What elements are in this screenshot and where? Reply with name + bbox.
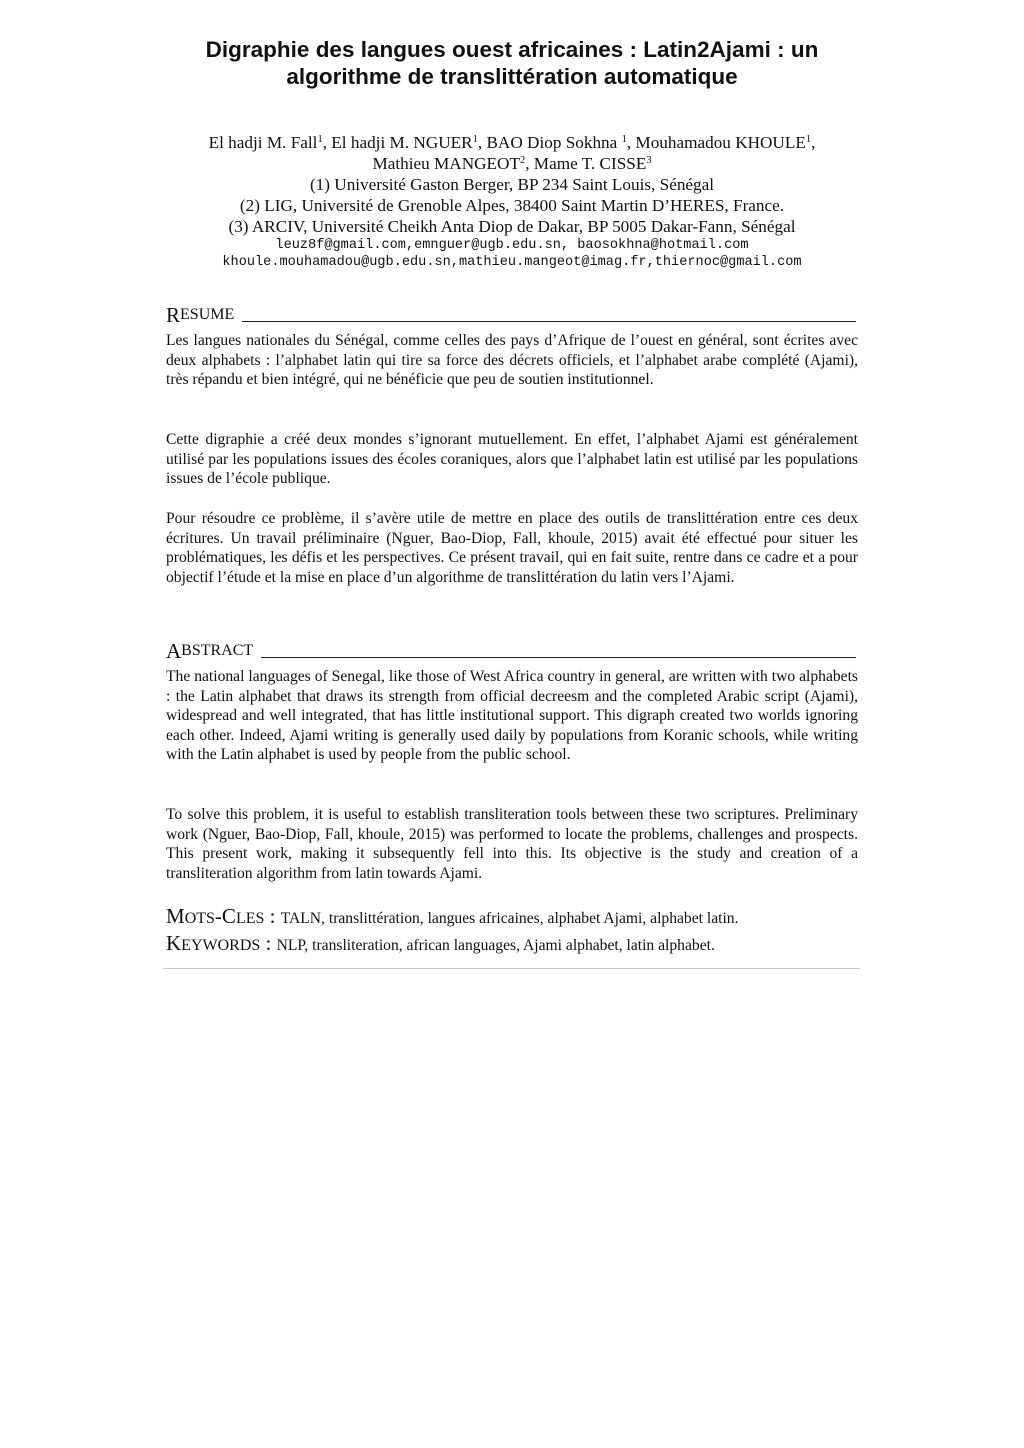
email-line: leuz8f@gmail.com,emnguer@ugb.edu.sn, baosokhna@hotmail.com [275,238,749,253]
author-line [100,132,924,153]
paper-title [130,36,894,90]
affiliation-marker: 1 [621,134,627,145]
affiliation-line: (1) Université Gaston Berger, BP 234 Saint Louis, Sénégal [309,175,715,194]
affiliation-marker: 2 [519,155,526,166]
resume-paragraph: Pour résoudre ce problème, il s’avère utile de mettre en place des outils de translittération entre ces deux écritures. Un travail préliminaire (Nguer, Bao-Diop, Fall, khoule, 2015) avait été effectué pour situer les problématiques, les défis et les perspectives. Ce présent travail, qui en fait suite, rentre dans ce cadre et a pour objectif l’étude et la mise en place d’un algorithme de translittération du latin vers l’Ajami. [166,510,858,586]
keywords-line [166,931,866,956]
author-separator: , [811,133,816,152]
mots-cles-line [166,904,866,929]
author-separator: , [477,133,487,152]
keywords-label-initial: K [166,931,182,955]
resume-heading [166,300,856,326]
footer-divider [163,968,860,969]
author-name: Mouhamadou KHOULE [635,133,806,152]
keywords-value: NLP, transliteration, african languages, Ajami alphabet, latin alphabet. [276,937,715,954]
author-separator: , [626,133,636,152]
affiliation-line: (3) ARCIV, Université Cheikh Anta Diop de Dakar, BP 5005 Dakar-Fann, Sénégal [228,217,796,236]
mots-cles-label-rest: LES [235,910,265,927]
keywords-colon: : [260,931,277,955]
heading-rule [242,321,856,322]
mots-cles-label-initial: C [221,904,236,928]
mots-cles-value: TALN, translittération, langues africaines, alphabet Ajami, alphabet latin. [280,910,739,927]
author-name: Mame T. CISSE [533,154,647,173]
heading-rule [261,657,856,658]
affiliation-marker: 1 [805,134,812,145]
author-separator: , [525,154,534,173]
author-block [100,132,924,271]
affiliation-marker: 3 [646,155,652,166]
heading-initial: R [166,303,181,327]
resume-paragraph: Les langues nationales du Sénégal, comme celles des pays d’Afrique de l’ouest en général, sont écrites avec deux alphabets : l’alphabet latin qui tire sa force des décrets officiels, et l’alphabet arabe complété (Ajami), très répandu et bien intégré, qui ne bénéficie que peu de soutien institutionnel. [166,332,858,389]
heading-rest: ESUME [180,306,235,323]
heading-initial: A [166,639,182,663]
abstract-heading [166,636,856,662]
author-line [100,153,924,174]
author-name: BAO Diop Sokhna [486,133,622,152]
author-name: El hadji M. Fall [208,133,318,152]
abstract-paragraph: To solve this problem, it is useful to establish transliteration tools between these two scriptures. Preliminary work (Nguer, Bao-Diop, Fall, khoule, 2015) was performed to locate the problems, challenges and prospects. This present work, making it subsequently fell into this. Its objective is the study and creation of a transliteration algorithm from latin towards Ajami. [166,806,858,882]
affiliation-marker: 1 [472,134,478,145]
mots-cles-label-rest: OTS [184,910,215,927]
paper-title-line: Digraphie des langues ouest africaines : Latin2Ajami : un [205,37,819,62]
affiliation-marker: 1 [317,134,323,145]
heading-rest: BSTRACT [181,642,254,659]
author-name: El hadji M. NGUER [331,133,473,152]
abstract-paragraph: The national languages of Senegal, like those of West Africa country in general, are written with two alphabets : the Latin alphabet that draws its strength from official decreesm and the completed Arabic script (Ajami), widespread and well integrated, that has little institutional support. This digraph created two worlds ignoring each other. Indeed, Ajami writing is generally used daily by populations from Koranic schools, while writing with the Latin alphabet is used by people from the public school. [166,668,858,764]
author-separator: , [322,133,332,152]
mots-cles-dash: - [214,904,222,928]
email-line: khoule.mouhamadou@ugb.edu.sn,mathieu.mangeot@imag.fr,thiernoc@gmail.com [222,255,802,270]
mots-cles-colon: : [264,904,281,928]
affiliation-line: (2) LIG, Université de Grenoble Alpes, 38400 Saint Martin D’HERES, France. [239,196,785,215]
keywords-label-rest: EYWORDS [181,937,261,954]
mots-cles-label-initial: M [166,904,185,928]
resume-paragraph: Cette digraphie a créé deux mondes s’ignorant mutuellement. En effet, l’alphabet Ajami est généralement utilisé par les populations issues des écoles coraniques, alors que l’alphabet latin est utilisé par les populations issues de l’école publique. [166,431,858,488]
author-name: Mathieu MANGEOT [372,154,520,173]
paper-title-line: algorithme de translittération automatique [286,64,738,89]
